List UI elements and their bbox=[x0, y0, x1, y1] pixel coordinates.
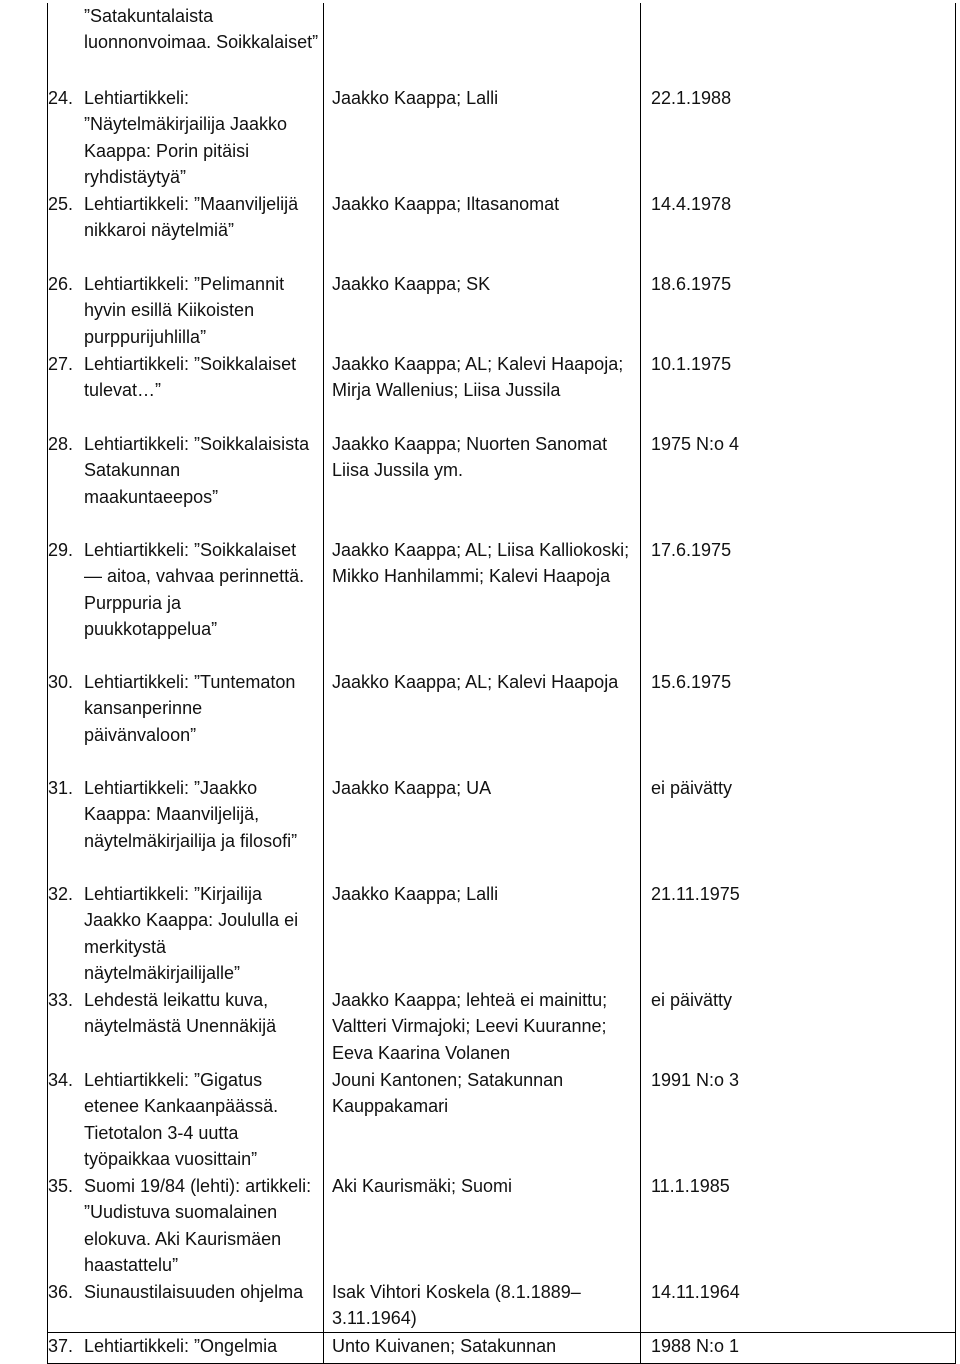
item-title: Lehtiartikkeli: ”Jaakko Kaappa: Maanviljelijä, näytelmäkirjailija ja filosofi” bbox=[84, 778, 298, 851]
table-row bbox=[48, 537, 956, 669]
table-row bbox=[48, 351, 956, 431]
item-date: 1988 N:o 1 bbox=[641, 1332, 956, 1363]
item-date: 21.11.1975 bbox=[641, 881, 956, 987]
table-row bbox=[48, 271, 956, 351]
item-date: 11.1.1985 bbox=[641, 1173, 956, 1279]
item-date: 17.6.1975 bbox=[641, 537, 956, 669]
table-row bbox=[48, 85, 956, 191]
item-title: Lehtiartikkeli: ”Ongelmia bbox=[84, 1335, 278, 1356]
table-row bbox=[48, 669, 956, 775]
item-title: Suomi 19/84 (lehti): artikkeli: ”Uudistuva suomalainen elokuva. Aki Kaurismäen haastattelu” bbox=[84, 1176, 312, 1275]
item-date: 14.11.1964 bbox=[641, 1279, 956, 1332]
item-author: Jaakko Kaappa; Nuorten Sanomat Liisa Jussila ym. bbox=[324, 431, 641, 537]
table-row bbox=[48, 881, 956, 987]
item-date: 10.1.1975 bbox=[641, 351, 956, 431]
item-title: Lehtiartikkeli: ”Näytelmäkirjailija Jaakko Kaappa: Porin pitäisi ryhdistäytyä” bbox=[84, 88, 288, 187]
item-number: 31. bbox=[48, 778, 74, 798]
item-author: Jaakko Kaappa; AL; Liisa Kalliokoski; Mikko Hanhilammi; Kalevi Haapoja bbox=[324, 537, 641, 669]
item-title: Lehtiartikkeli: ”Soikkalaiset tulevat…” bbox=[84, 354, 297, 401]
item-number: 29. bbox=[48, 540, 74, 560]
item-title: Lehtiartikkeli: ”Gigatus etenee Kankaanpäässä. Tietotalon 3-4 uutta työpaikkaa vuosittain” bbox=[84, 1070, 279, 1169]
item-date: ei päivätty bbox=[641, 987, 956, 1067]
item-number: 36. bbox=[48, 1282, 74, 1302]
item-number: 37. bbox=[48, 1335, 74, 1356]
item-author bbox=[324, 3, 641, 85]
item-date bbox=[641, 3, 956, 85]
table-row bbox=[48, 431, 956, 537]
table-row bbox=[48, 775, 956, 881]
item-number: 32. bbox=[48, 884, 74, 904]
table-row bbox=[48, 1332, 956, 1363]
item-date: 1991 N:o 3 bbox=[641, 1067, 956, 1173]
table-row bbox=[48, 1173, 956, 1279]
item-author: Jaakko Kaappa; Lalli bbox=[324, 85, 641, 191]
item-number: 28. bbox=[48, 434, 74, 454]
item-author: Jaakko Kaappa; AL; Kalevi Haapoja; Mirja Wallenius; Liisa Jussila bbox=[324, 351, 641, 431]
item-title: Lehtiartikkeli: ”Pelimannit hyvin esillä Kiikoisten purppurijuhlilla” bbox=[84, 274, 285, 347]
item-date: 14.4.1978 bbox=[641, 191, 956, 271]
item-number: 34. bbox=[48, 1070, 74, 1090]
item-title: Siunaustilaisuuden ohjelma bbox=[84, 1282, 304, 1302]
item-author: Jaakko Kaappa; UA bbox=[324, 775, 641, 881]
item-title: Lehdestä leikattu kuva, näytelmästä Unennäkijä bbox=[84, 990, 277, 1037]
item-number: 27. bbox=[48, 354, 74, 374]
table-row bbox=[48, 191, 956, 271]
item-date: 22.1.1988 bbox=[641, 85, 956, 191]
item-number: 24. bbox=[48, 88, 74, 108]
item-date: 15.6.1975 bbox=[641, 669, 956, 775]
item-author: Unto Kuivanen; Satakunnan bbox=[324, 1332, 641, 1363]
item-number: 35. bbox=[48, 1176, 74, 1196]
table-row bbox=[48, 1279, 956, 1332]
archive-table bbox=[47, 3, 956, 1364]
table-row bbox=[48, 3, 956, 85]
item-title: ”Satakuntalaista luonnonvoimaa. Soikkalaiset” bbox=[84, 6, 319, 53]
item-date: ei päivätty bbox=[641, 775, 956, 881]
item-title: Lehtiartikkeli: ”Kirjailija Jaakko Kaappa: Joululla ei merkitystä näytelmäkirjailijalle” bbox=[84, 884, 299, 983]
item-number: 25. bbox=[48, 194, 74, 214]
item-title: Lehtiartikkeli: ”Maanviljelijä nikkaroi näytelmiä” bbox=[84, 194, 299, 241]
item-author: Jaakko Kaappa; SK bbox=[324, 271, 641, 351]
item-number: 30. bbox=[48, 672, 74, 692]
item-author: Jaakko Kaappa; Lalli bbox=[324, 881, 641, 987]
item-author: Jaakko Kaappa; Iltasanomat bbox=[324, 191, 641, 271]
item-title: Lehtiartikkeli: ”Soikkalaisista Satakunnan maakuntaeepos” bbox=[84, 434, 310, 507]
item-author: Aki Kaurismäki; Suomi bbox=[324, 1173, 641, 1279]
item-number: 26. bbox=[48, 274, 74, 294]
item-author: Isak Vihtori Koskela (8.1.1889– 3.11.1964) bbox=[324, 1279, 641, 1332]
item-number: 33. bbox=[48, 990, 74, 1010]
item-date: 18.6.1975 bbox=[641, 271, 956, 351]
item-date: 1975 N:o 4 bbox=[641, 431, 956, 537]
item-author: Jouni Kantonen; Satakunnan Kauppakamari bbox=[324, 1067, 641, 1173]
item-author: Jaakko Kaappa; AL; Kalevi Haapoja bbox=[324, 669, 641, 775]
item-author: Jaakko Kaappa; lehteä ei mainittu; Valtteri Virmajoki; Leevi Kuuranne; Eeva Kaarina Volanen bbox=[324, 987, 641, 1067]
item-title: Lehtiartikkeli: ”Soikkalaiset — aitoa, vahvaa perinnettä. Purppuria ja puukkotappelua” bbox=[84, 540, 305, 639]
item-title: Lehtiartikkeli: ”Tuntematon kansanperinne päivänvaloon” bbox=[84, 672, 296, 745]
table-row bbox=[48, 1067, 956, 1173]
table-row bbox=[48, 987, 956, 1067]
